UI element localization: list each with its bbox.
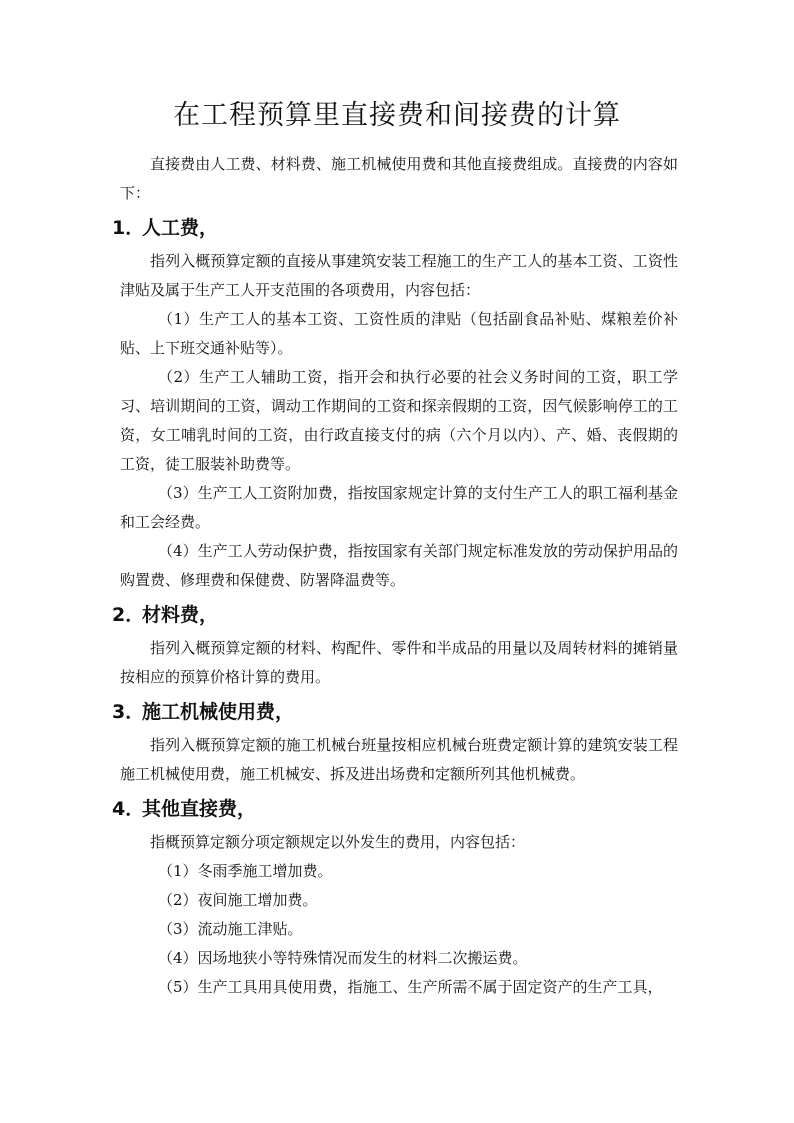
section-heading-labor (112, 212, 678, 245)
section-text-labor: 指列入概预算定额的直接从事建筑安装工程施工的生产工人的基本工资、工资性津贴及属于生产工人开支范围的各项费用，内容包括： (120, 252, 678, 299)
list-item: （3）流动施工津贴。 (158, 920, 303, 938)
section-title: 施工机械使用费， (142, 701, 295, 723)
section-heading-machinery (112, 696, 678, 729)
section-title: 人工费， (142, 217, 219, 239)
document-body (112, 150, 678, 1002)
section-text-materials: 指列入概预算定额的材料、构配件、零件和半成品的用量以及周转材料的摊销量按相应的预算价格计算的费用。 (120, 639, 678, 686)
section-heading-other (112, 793, 678, 826)
list-item: （2）夜间施工增加费。 (158, 891, 318, 909)
list-item: （1）生产工人的基本工资、工资性质的津贴（包括副食品补贴、煤粮差价补贴、上下班交通补贴等）。 (120, 310, 678, 357)
section-number: 2． (112, 604, 145, 626)
document-title: 在工程预算里直接费和间接费的计算 (173, 100, 621, 131)
list-item: （2）生产工人辅助工资，指开会和执行必要的社会义务时间的工资，职工学习、培训期间的工资，调动工作期间的工资和探亲假期的工资，因气候影响停工的工资，女工哺乳时间的工资，由行政直接支付的病（六个月以内）、产、婚、丧假期的工资，徒工服装补助费等。 (120, 368, 678, 473)
section-number: 1． (112, 217, 145, 239)
list-item: （1）冬雨季施工增加费。 (158, 862, 333, 880)
list-item: （4）生产工人劳动保护费，指按国家有关部门规定标准发放的劳动保护用品的购置费、修理费和保健费、防署降温费等。 (120, 542, 678, 589)
section-title: 材料费， (142, 604, 219, 626)
section-number: 4． (112, 798, 145, 820)
section-heading-materials (112, 599, 678, 632)
section-title: 其他直接费， (142, 798, 257, 820)
list-item: （3）生产工人工资附加费，指按国家规定计算的支付生产工人的职工福利基金和工会经费。 (120, 484, 678, 531)
section-text-machinery: 指列入概预算定额的施工机械台班量按相应机械台班费定额计算的建筑安装工程施工机械使用费，施工机械安、拆及进出场费和定额所列其他机械费。 (120, 736, 678, 783)
list-item: （5）生产工具用具使用费，指施工、生产所需不属于固定资产的生产工具， (158, 978, 663, 996)
list-item: （4）因场地狭小等特殊情况而发生的材料二次搬运费。 (158, 949, 528, 967)
section-number: 3． (112, 701, 145, 723)
intro-paragraph: 直接费由人工费、材料费、施工机械使用费和其他直接费组成。直接费的内容如下： (120, 155, 678, 202)
section-text-other: 指概预算定额分项定额规定以外发生的费用，内容包括： (150, 833, 526, 851)
